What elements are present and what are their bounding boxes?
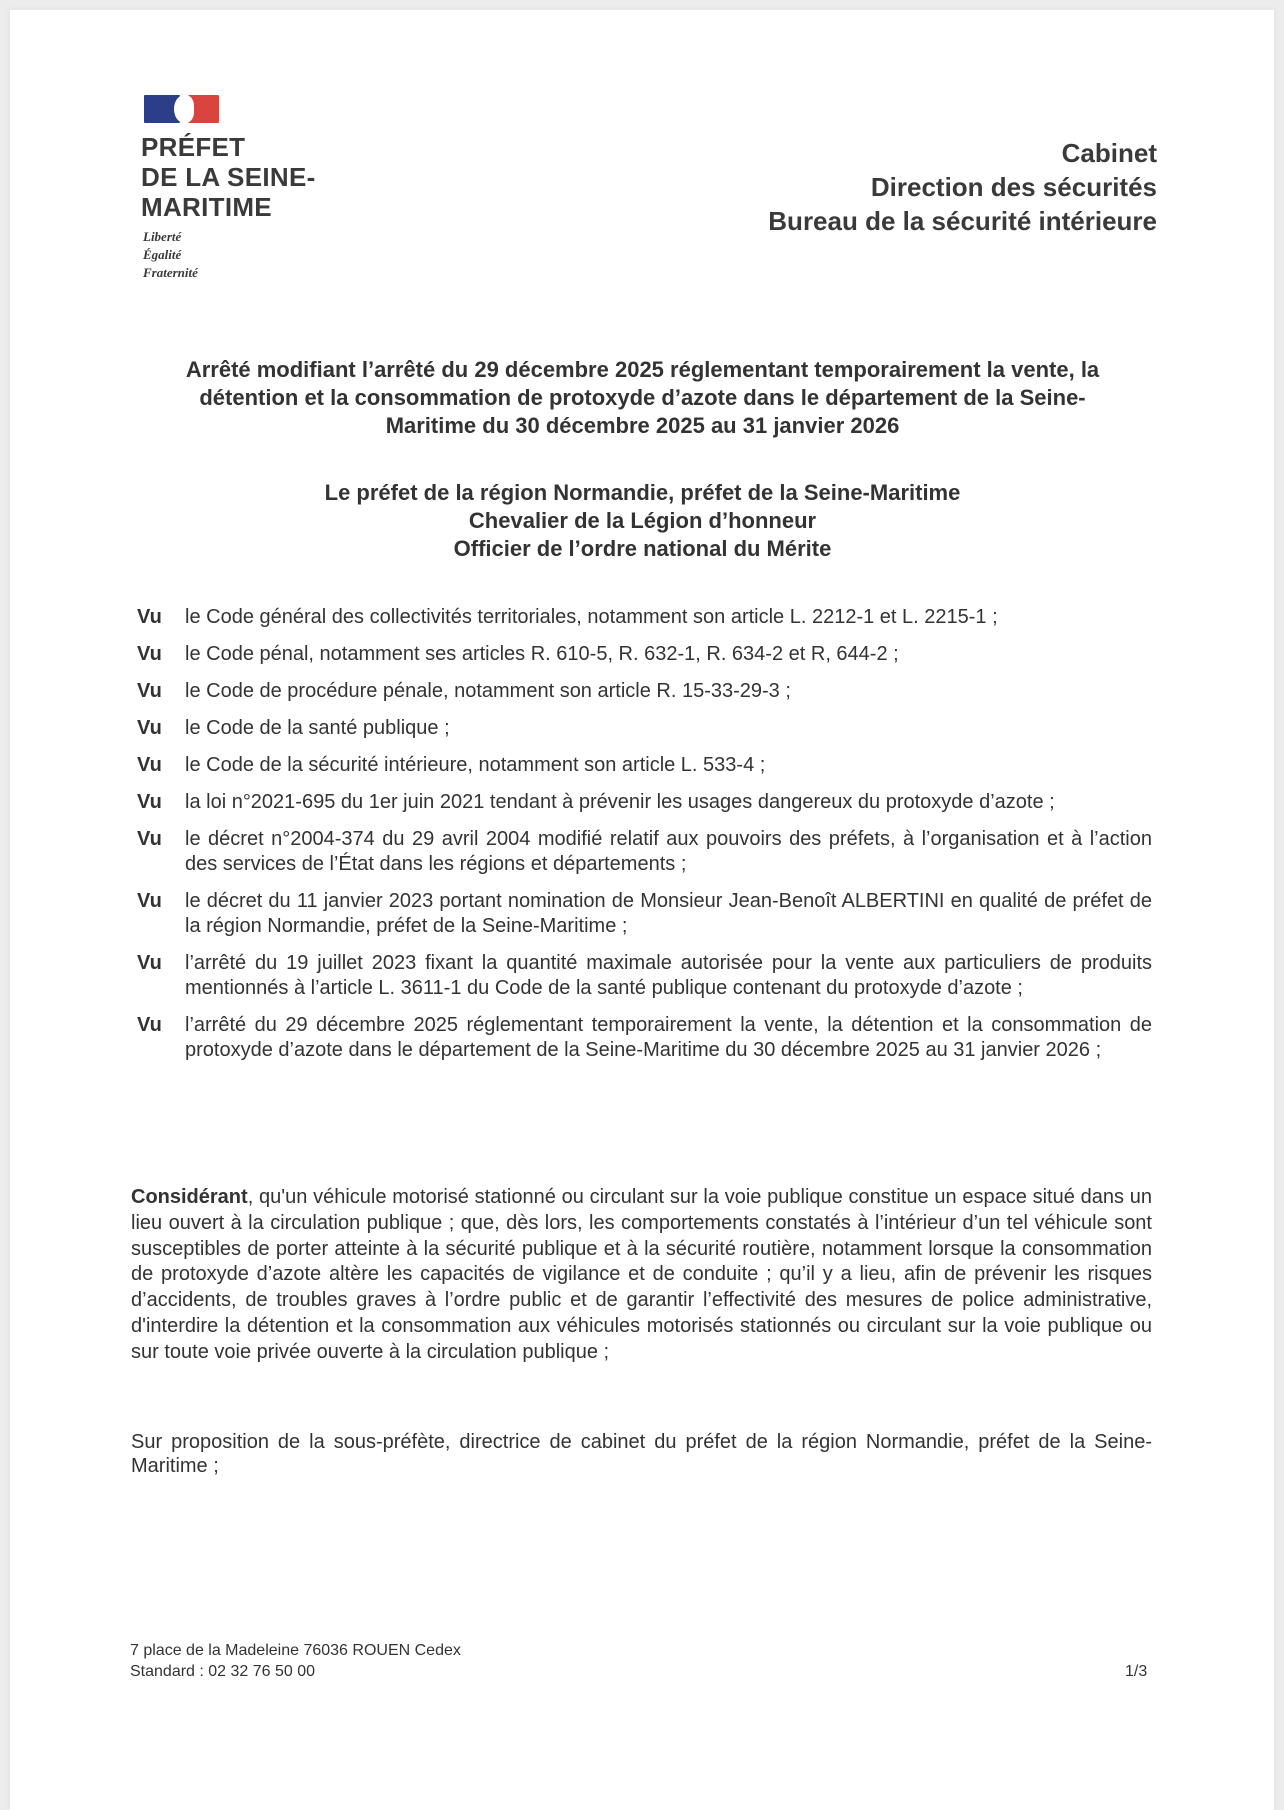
visa-item — [137, 790, 1152, 815]
authority-line: Officier de l’ordre national du Mérite — [453, 536, 832, 561]
visa-label: Vu — [137, 643, 162, 665]
motto-fraternite: Fraternité — [143, 265, 198, 280]
issuing-authority — [130, 479, 1155, 563]
visa-item — [137, 827, 1152, 877]
footer-street: 7 place de la Madeleine 76036 ROUEN Cedex — [130, 1642, 461, 1659]
decree-title-line: détention et la consommation de protoxyde d’azote dans le département de la Seine- — [199, 385, 1086, 410]
visas-list — [137, 605, 1152, 1075]
decree-title-line: Arrêté modifiant l’arrêté du 29 décembre 2025 réglementant temporairement la vente, la — [185, 357, 1100, 382]
service-bureau: Bureau de la sécurité intérieure — [768, 206, 1157, 236]
visa-label: Vu — [137, 717, 162, 739]
visa-item — [137, 1013, 1152, 1063]
visa-text: le Code de procédure pénale, notamment son article R. 15-33-29-3 ; — [185, 680, 791, 702]
marianne-profile — [174, 95, 194, 123]
visa-label: Vu — [137, 791, 162, 813]
considerant-text: , qu'un véhicule motorisé stationné ou circulant sur la voie publique constitue un espace situé dans un lieu ouvert à la circulation publique ; que, dès lors, les comportements constatés à l’intérieur d’un tel véhicule sont susceptibles de porter atteinte à la sécurité publique et à la sécurité routière, notamment lorsque la consommation de protoxyde d’azote altère les capacités de vigilance et de conduite ; qu’il y a lieu, afin de prévenir les risques d’accidents, de troubles graves à l’ordre public et de garantir l’effectivité des mesures de police administrative, d'interdire la détention et la consommation aux véhicules motorisés stationnés ou circulant sur la voie publique ou sur toute voie privée ouverte à la circulation publique ; — [131, 1186, 1152, 1363]
visa-item — [137, 753, 1152, 778]
visa-label: Vu — [137, 890, 162, 912]
service-direction: Direction des sécurités — [870, 172, 1157, 202]
visa-text: le Code de la santé publique ; — [185, 717, 450, 739]
authority-line: Le préfet de la région Normandie, préfet de la Seine-Maritime — [324, 480, 961, 505]
visa-text: l’arrêté du 29 décembre 2025 réglementant temporairement la vente, la détention et la consommation de protoxyde d’azote dans le département de la Seine-Maritime du 30 décembre 2025 au 31 janvier 2026 ; — [185, 1014, 1152, 1061]
footer-phone: Standard : 02 32 76 50 00 — [130, 1663, 316, 1680]
motto-liberte: Liberté — [143, 229, 182, 244]
authority-line: Chevalier de la Légion d’honneur — [468, 508, 817, 533]
visa-label: Vu — [137, 1014, 162, 1036]
visa-text: la loi n°2021-695 du 1er juin 2021 tendant à prévenir les usages dangereux du protoxyde d’azote ; — [185, 791, 1055, 813]
considerant-paragraph — [131, 1185, 1152, 1366]
prefecture-name — [141, 132, 316, 222]
decree-title — [130, 356, 1155, 440]
visa-item — [137, 716, 1152, 741]
proposition-paragraph: Sur proposition de la sous-préfète, directrice de cabinet du préfet de la région Normandie, préfet de la Seine-Maritime ; — [131, 1431, 1152, 1477]
visa-item — [137, 951, 1152, 1001]
visa-item — [137, 642, 1152, 667]
considerant-lead: Considérant — [131, 1186, 248, 1208]
motto-egalite: Égalité — [143, 247, 182, 262]
visa-item — [137, 679, 1152, 704]
service-header — [768, 136, 1157, 238]
prefecture-name-line-1: PRÉFET — [141, 132, 246, 162]
visa-item — [137, 889, 1152, 939]
visa-text: le décret du 11 janvier 2023 portant nomination de Monsieur Jean-Benoît ALBERTINI en qualité de préfet de la région Normandie, préfet de la Seine-Maritime ; — [185, 890, 1152, 937]
visa-text: le Code pénal, notamment ses articles R. 610-5, R. 632-1, R. 634-2 et R, 644-2 ; — [185, 643, 899, 665]
footer-address — [130, 1640, 461, 1682]
visa-label: Vu — [137, 952, 162, 974]
service-cabinet: Cabinet — [1061, 138, 1157, 168]
prefecture-name-line-3: MARITIME — [141, 192, 272, 222]
visa-label: Vu — [137, 680, 162, 702]
page-number: 1/3 — [1125, 1663, 1148, 1680]
visa-item — [137, 605, 1152, 630]
prefecture-name-line-2: DE LA SEINE- — [141, 162, 316, 192]
visa-label: Vu — [137, 754, 162, 776]
visa-text: le Code de la sécurité intérieure, notamment son article L. 533-4 ; — [185, 754, 766, 776]
decree-title-line: Maritime du 30 décembre 2025 au 31 janvier 2026 — [385, 413, 900, 438]
visa-text: le décret n°2004-374 du 29 avril 2004 modifié relatif aux pouvoirs des préfets, à l’organisation et à l’action des services de l’État dans les régions et départements ; — [185, 828, 1152, 875]
visa-label: Vu — [137, 828, 162, 850]
visa-text: l’arrêté du 19 juillet 2023 fixant la quantité maximale autorisée pour la vente aux particuliers de produits mentionnés à l’article L. 3611-1 du Code de la santé publique contenant du protoxyde d’azote ; — [185, 952, 1152, 999]
marianne-flag-icon — [144, 95, 220, 124]
visa-label: Vu — [137, 606, 162, 628]
visa-text: le Code général des collectivités territoriales, notamment son article L. 2212-1 et L. 2215-1 ; — [185, 606, 998, 628]
republic-motto — [143, 228, 198, 282]
